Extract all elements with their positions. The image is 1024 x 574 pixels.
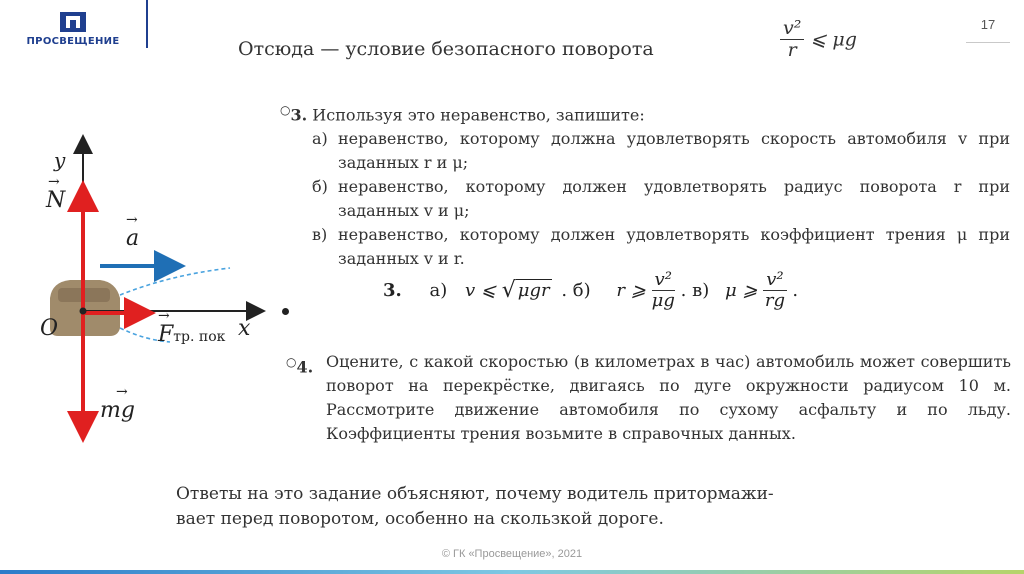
answer-b-numerator: v² <box>652 270 675 291</box>
formula-rest: ⩽ μg <box>810 28 857 51</box>
copyright-footer: © ГК «Просвещение», 2021 <box>441 548 583 560</box>
origin-label: O <box>40 316 59 341</box>
normal-force-symbol: N <box>46 188 66 213</box>
formula-denominator: r <box>787 38 797 61</box>
gravity-symbol: mg <box>100 398 135 423</box>
slide-number: 17 <box>980 17 996 32</box>
closing-line-1: Ответы на это задание объясняют, почему водитель притормажи- <box>176 484 774 504</box>
task-3-number: 3. <box>290 105 308 125</box>
closing-paragraph <box>176 482 966 532</box>
task-4-heading <box>286 350 313 379</box>
acceleration-label: → a <box>126 212 140 251</box>
bottom-accent-bar <box>0 570 1024 574</box>
x-axis-label: x <box>238 316 251 341</box>
answer-number: 3. <box>383 279 402 301</box>
item-mark: а) <box>312 129 328 149</box>
formula-fraction <box>780 18 804 61</box>
task-4-block <box>286 350 1011 446</box>
friction-force-subscript: тр. пок <box>173 329 226 345</box>
gravity-label: → mg <box>100 384 135 423</box>
answer-b-fraction <box>652 270 675 311</box>
friction-force-label: → Fтр. пок <box>158 308 226 347</box>
answer-3 <box>383 270 798 311</box>
task-4-marker: ○ <box>286 355 297 369</box>
task-3-intro: Используя это неравенство, запишите: <box>312 105 645 125</box>
normal-force-label: → N <box>46 174 66 213</box>
header-divider <box>146 0 148 48</box>
item-mark: в) <box>312 225 328 245</box>
sqrt-sign: √ <box>501 277 516 303</box>
task-4-number: 4. <box>296 357 314 377</box>
answer-end: . <box>792 279 799 301</box>
y-axis-label: y <box>54 148 66 172</box>
answer-a-lhs: v ⩽ <box>465 279 497 301</box>
item-mark: б) <box>312 177 328 197</box>
answer-c-denominator: rg <box>764 289 786 311</box>
answer-b-lhs: r ⩾ <box>616 279 646 301</box>
answer-c-lhs: μ ⩾ <box>725 279 758 301</box>
item-text: неравенство, которому должен удовлетворять радиус поворота r при заданных v и μ; <box>338 177 1010 221</box>
item-text: неравенство, которому должна удовлетворять скорость автомобиля v при заданных r и μ; <box>338 129 1010 173</box>
slide-number-underline <box>966 42 1010 43</box>
headline-text: Отсюда — условие безопасного поворота <box>238 38 654 60</box>
answer-a-sqrt: μgr <box>517 280 550 302</box>
task-3-item-b <box>280 175 1010 223</box>
task-3-heading <box>280 98 1010 127</box>
answer-b-label: . б) <box>561 279 591 301</box>
task-4-text: Оцените, с какой скоростью (в километрах в час) автомобиль может совершить поворот на перекрёстке, двигаясь по дуге окружности радиусом 10 м. Рассмотрите движение автомобиля по сухому асфальту и по льду. Коэффициенты трения возьмите в справочных данных. <box>326 352 1011 443</box>
closing-line-2: вает перед поворотом, особенно на скользкой дороге. <box>176 509 664 529</box>
acceleration-symbol: a <box>126 226 140 251</box>
answer-a-label: а) <box>429 279 448 301</box>
publisher-logo-icon <box>60 12 86 32</box>
formula-numerator: v² <box>780 18 804 40</box>
task-3-item-c <box>280 223 1010 271</box>
origin-point <box>80 308 87 315</box>
bullet-dot <box>282 308 289 315</box>
item-text: неравенство, которому должен удовлетворять коэффициент трения μ при заданных v и r. <box>338 225 1010 269</box>
friction-force-symbol: F <box>158 322 174 347</box>
force-diagram-svg <box>30 130 280 450</box>
task-3 <box>280 98 1010 271</box>
answer-c-fraction <box>763 270 786 311</box>
answer-c-label: . в) <box>680 279 710 301</box>
publisher-name: ПРОСВЕЩЕНИЕ <box>26 36 120 47</box>
trajectory-upper <box>120 268 230 295</box>
task-3-marker: ○ <box>280 103 291 117</box>
answer-c-numerator: v² <box>763 270 786 291</box>
publisher-logo <box>14 10 132 50</box>
safe-turn-formula <box>780 18 857 61</box>
task-3-item-a <box>280 127 1010 175</box>
force-diagram <box>30 130 280 450</box>
answer-b-denominator: μg <box>651 289 675 311</box>
task-4 <box>286 350 1011 446</box>
